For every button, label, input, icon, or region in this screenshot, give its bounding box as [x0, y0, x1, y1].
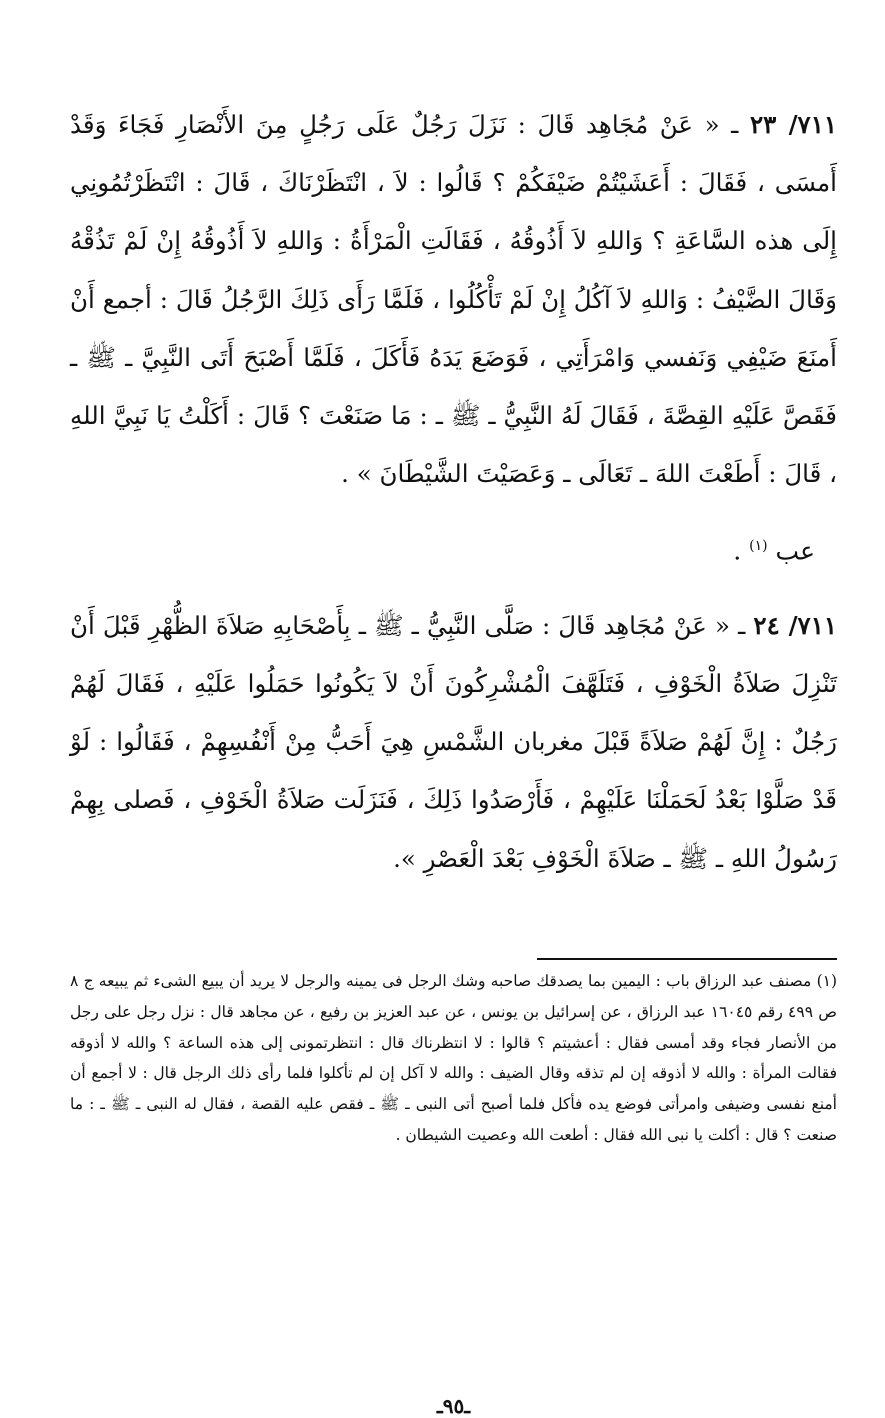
- footnote-text: مصنف عبد الرزاق باب : اليمين بما يصدقك صاحبه وشك الرجل فى يمينه والرجل لا يريد أن يبيع الشىء ثم يبيعه ج ٨ ص ٤٩٩ رقم ١٦٠٤٥ عبد الرزاق ، عن إسرائيل بن يونس ، عن عبد العزيز بن رفيع ، عن مجاهد قال : نزل رجل على رجل من الأنصار فجاء وقد أمسى فقال : أعشيتم ؟ قالوا : لا انتظرناك قال : انتظرتمونى إلى هذه الساعة ؟ والله لا أذوقه فقالت المرأة : والله لا أذوقه إن لم تذقه وقال الضيف : والله لا آكل إن لم تأكلوا فلما رأى ذلك الرجل قال : لا أجمع أن أمنع نفسى وضيفى وامرأتى فوضع يده فأكل فلما أصبح أتى النبى ـ ﷺ ـ فقص عليه القصة ، فقال له النبى ـ ﷺ ـ : ما صنعت ؟ قال : أكلت يا نبى الله فقال : أطعت الله وعصيت الشيطان .: [70, 972, 837, 1144]
- hadith-24-text: ـ « عَنْ مُجَاهِد قَالَ : صَلَّى النَّبِيُّ ـ ﷺ ـ بِأَصْحَابِهِ صَلاَةَ الظُّهْرِ قَبْلَ أَنْ تَنْزِلَ صَلاَةُ الْخَوْفِ ، فَتَلَهَّفَ الْمُشْرِكُونَ أَنْ لاَ يَكُونُوا حَمَلُوا عَلَيْهِ ، فَقَالَ لَهُمْ رَجُلٌ : إِنَّ لَهُمْ صَلاَةً قَبْلَ مغربان الشَّمْسِ هِيَ أَحَبُّ مِنْ أَنْفُسِهِمْ ، فَقَالُوا : لَوْ قَدْ صَلَّوْا بَعْدُ لَحَمَلْنَا عَلَيْهِمْ ، فَأَرْصَدُوا ذَلِكَ ، فَنَزَلَت صَلاَةُ الْخَوْفِ ، فَصلى بِهِمْ رَسُولُ اللهِ ـ ﷺ ـ صَلاَةَ الْخَوْفِ بَعْدَ الْعَصْرِ ».: [70, 610, 837, 873]
- hadith-24: [70, 597, 837, 888]
- source-reference: [70, 517, 837, 580]
- footnote: [70, 966, 837, 1151]
- source-reference-end: .: [733, 536, 742, 566]
- footnote-marker: (١): [749, 538, 768, 555]
- footnote-divider: [537, 958, 837, 960]
- source-reference-text: عب: [775, 536, 815, 566]
- hadith-23-number: ٧١١/ ٢٣: [749, 110, 838, 139]
- book-page: [70, 96, 838, 1418]
- footnote-number: (١): [816, 972, 838, 990]
- hadith-23-text: ـ « عَنْ مُجَاهِد قَالَ : نَزَلَ رَجُلٌ عَلَى رَجُلٍ مِنَ الأَنْصَارِ فَجَاءَ وَقَدْ أَمسَى ، فَقَالَ : أَعَشَيْتُمْ ضَيْفَكُمْ ؟ قَالُوا : لاَ ، انْتَظَرْنَاكَ ، قَالَ : انْتَظَرْتُمُونِي إِلَى هذه السَّاعَةِ ؟ وَاللهِ لاَ أَذُوقُهُ ، فَقَالَتِ الْمَرْأَةُ : وَاللهِ لاَ أَذُوقُهُ إِنْ لَمْ تَذُقْهُ وَقَالَ الضَّيْفُ : وَاللهِ لاَ آكُلُ إِنْ لَمْ تَأْكُلُوا ، فَلَمَّا رَأَى ذَلِكَ الرَّجُلُ قَالَ : أجمع أَنْ أَمنَعَ ضَيْفِي وَنَفسي وَامْرَأَتِي ، فَوَضَعَ يَدَهُ فَأَكَلَ ، فَلَمَّا أَصْبَحَ أَتَى النَّبِيَّ ـ ﷺ ـ فَقَصَّ عَلَيْهِ القِصَّةَ ، فَقَالَ لَهُ النَّبِيُّ ـ ﷺ ـ : مَا صَنَعْتَ ؟ قَالَ : أَكَلْتُ يَا نَبِيَّ اللهِ ، قَالَ : أَطَعْتَ اللهَ ـ تَعَالَى ـ وَعَصَيْتَ الشَّيْطَانَ » .: [70, 110, 837, 489]
- hadith-24-number: ٧١١/ ٢٤: [753, 610, 838, 640]
- page-number: ـ٩٥ـ: [436, 1394, 471, 1418]
- hadith-23: [70, 96, 837, 503]
